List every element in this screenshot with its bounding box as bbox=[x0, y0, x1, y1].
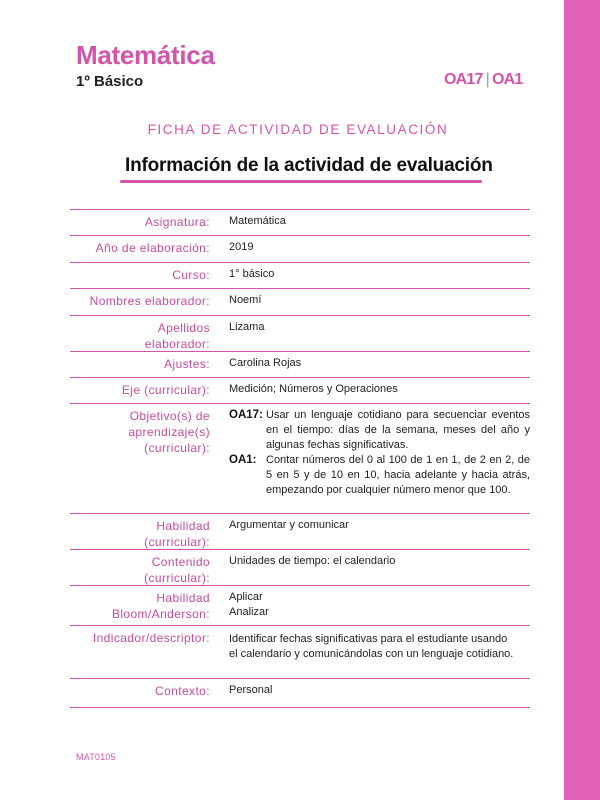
value-contexto: Personal bbox=[229, 684, 273, 696]
code-primary: OA17 bbox=[444, 71, 483, 88]
value-apellidos: Lizama bbox=[229, 321, 265, 333]
code-separator: | bbox=[485, 71, 489, 88]
row-asignatura bbox=[70, 210, 530, 236]
row-curso bbox=[70, 263, 530, 289]
label-bloom: Habilidad Bloom/Anderson: bbox=[111, 591, 210, 621]
objective-text: Contar números del 0 al 100 de 1 en 1, de 2 en 2, de 5 en 5 y de 10 en 10, hacia adelante y hacia atrás, empezando por cualquier número menor que 100. bbox=[266, 454, 530, 496]
label-nombres: Nombres elaborador: bbox=[89, 294, 210, 308]
value-objetivos bbox=[214, 404, 530, 513]
label-eje: Eje (curricular): bbox=[121, 383, 210, 397]
row-contexto bbox=[70, 679, 530, 708]
value-curso: 1° básico bbox=[229, 268, 275, 280]
label-apellidos: Apellidos elaborador: bbox=[144, 321, 210, 351]
value-indicador: Identificar fechas significativas para el estudiante usando el calendario y comunicándolas con un lenguaje cotidiano. bbox=[229, 633, 514, 660]
label-contenido: Contenido (curricular): bbox=[144, 555, 210, 585]
objective-code: OA1: bbox=[229, 454, 257, 466]
label-curso: Curso: bbox=[172, 268, 210, 282]
row-bloom bbox=[70, 586, 530, 626]
row-contenido bbox=[70, 550, 530, 586]
row-habilidad bbox=[70, 514, 530, 550]
title-underline bbox=[120, 180, 482, 183]
grade-label: 1º Básico bbox=[76, 73, 144, 90]
value-contenido: Unidades de tiempo: el calendario bbox=[229, 555, 396, 567]
value-ajustes: Carolina Rojas bbox=[229, 357, 302, 369]
value-asignatura: Matemática bbox=[229, 215, 286, 227]
row-apellidos bbox=[70, 316, 530, 352]
value-anio: 2019 bbox=[229, 241, 254, 253]
code-secondary: OA1 bbox=[491, 71, 523, 88]
footer-doc-code: MAT0105 bbox=[76, 752, 116, 762]
row-objetivos bbox=[70, 404, 530, 514]
side-color-bar bbox=[564, 0, 600, 800]
row-eje bbox=[70, 378, 530, 404]
objective-item bbox=[229, 408, 530, 453]
objective-text: Usar un lenguaje cotidiano para secuenciar eventos en el tiempo: días de la semana, meses del año y algunas fechas significativas. bbox=[266, 409, 530, 451]
label-ajustes: Ajustes: bbox=[164, 357, 210, 371]
document-kicker: FICHA DE ACTIVIDAD DE EVALUACIÓN bbox=[147, 122, 449, 137]
label-anio: Año de elaboración: bbox=[95, 241, 210, 255]
row-ajustes bbox=[70, 352, 530, 378]
objective-code: OA17: bbox=[229, 409, 263, 421]
value-nombres: Noemí bbox=[229, 294, 262, 306]
row-anio bbox=[70, 236, 530, 263]
row-indicador bbox=[70, 626, 530, 679]
info-table bbox=[70, 209, 530, 708]
document-title: Información de la actividad de evaluación bbox=[125, 155, 493, 176]
value-habilidad: Argumentar y comunicar bbox=[229, 519, 349, 531]
label-objetivos: Objetivo(s) de aprendizaje(s) (curricular): bbox=[128, 409, 210, 455]
value-eje: Medición; Números y Operaciones bbox=[229, 383, 398, 395]
objective-codes bbox=[444, 71, 522, 89]
label-indicador: Indicador/descriptor: bbox=[92, 631, 210, 645]
label-contexto: Contexto: bbox=[155, 684, 210, 698]
label-asignatura: Asignatura: bbox=[144, 215, 210, 229]
row-nombres bbox=[70, 289, 530, 316]
label-habilidad: Habilidad (curricular): bbox=[144, 519, 210, 549]
objective-item bbox=[229, 453, 530, 498]
subject-title: Matemática bbox=[76, 40, 215, 70]
value-bloom: Aplicar Analizar bbox=[229, 591, 269, 618]
